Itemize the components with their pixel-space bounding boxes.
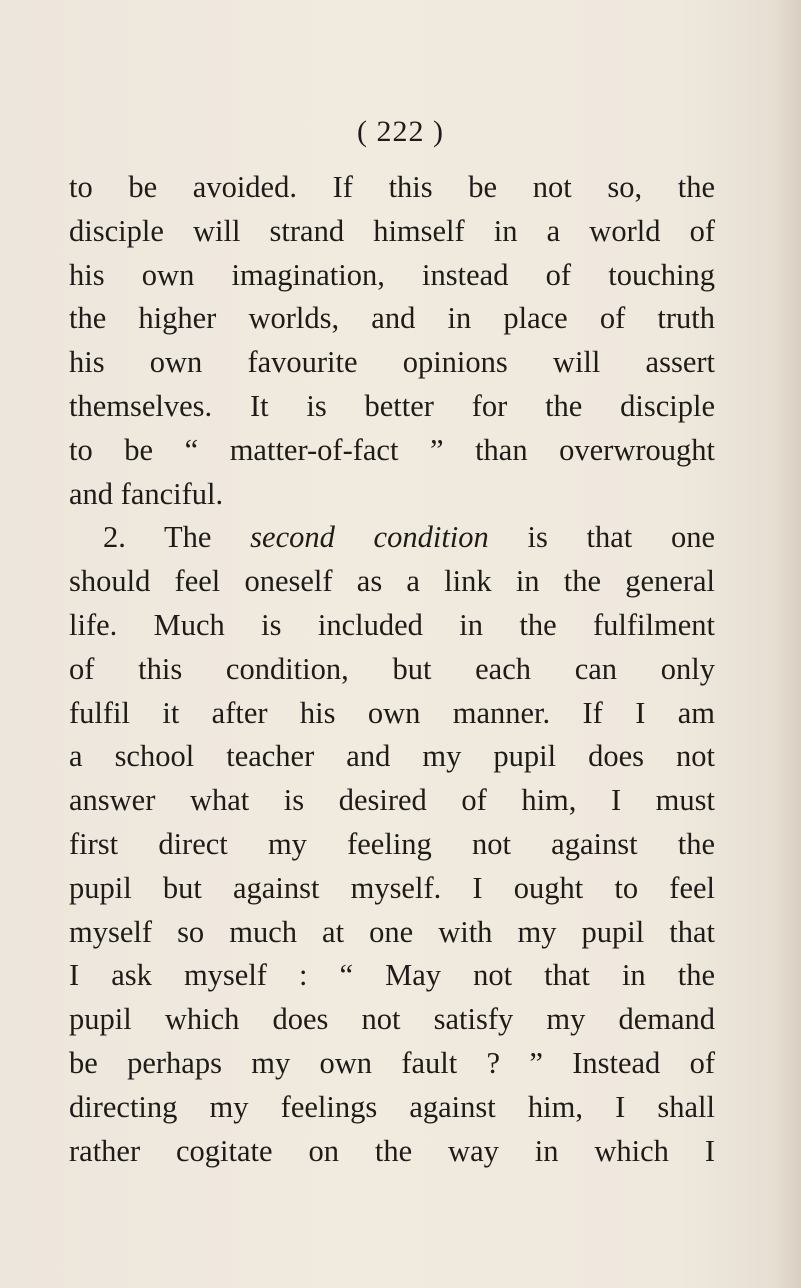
text-line: of this condition, but each can only: [69, 651, 715, 686]
text-line: and fanciful.: [69, 476, 224, 511]
text-line: myself so much at one with my pupil that: [69, 914, 715, 949]
text-line: pupil which does not satisfy my demand: [69, 1002, 715, 1037]
emphasis-second-condition: second condition: [250, 520, 489, 555]
text-line: disciple will strand himself in a world of: [69, 213, 715, 248]
text-line: I ask myself : “ May not that in the: [69, 958, 715, 993]
text-line: pupil but against myself. I ought to feel: [69, 870, 715, 905]
text-line: his own favourite opinions will assert: [69, 345, 715, 380]
text-line: a school teacher and my pupil does not: [69, 739, 715, 774]
text-line: first direct my feeling not against the: [69, 826, 715, 861]
text-segment: is that one: [488, 520, 715, 555]
text-line: to be “ matter-of-fact ” than overwrought: [69, 432, 715, 467]
text-line: the higher worlds, and in place of truth: [69, 301, 715, 336]
text-line: rather cogitate on the way in which I: [69, 1133, 715, 1168]
text-line: should feel oneself as a link in the general: [69, 564, 715, 599]
page-edge-shadow: [773, 0, 801, 1288]
text-line: be perhaps my own fault ? ” Instead of: [69, 1045, 715, 1080]
text-line: themselves. It is better for the disciple: [69, 388, 715, 423]
text-line: fulfil it after his own manner. If I am: [69, 695, 715, 730]
text-line: his own imagination, instead of touching: [69, 257, 715, 292]
text-line: to be avoided. If this be not so, the: [69, 170, 715, 204]
text-line: answer what is desired of him, I must: [69, 783, 715, 818]
text-line: directing my feelings against him, I shall: [69, 1089, 715, 1124]
page-number: ( 222 ): [357, 115, 444, 148]
text-line-second-condition: [69, 516, 715, 560]
text-line: life. Much is included in the fulfilment: [69, 607, 715, 642]
body-text: [69, 166, 715, 1173]
text-segment: 2. The: [103, 520, 251, 555]
